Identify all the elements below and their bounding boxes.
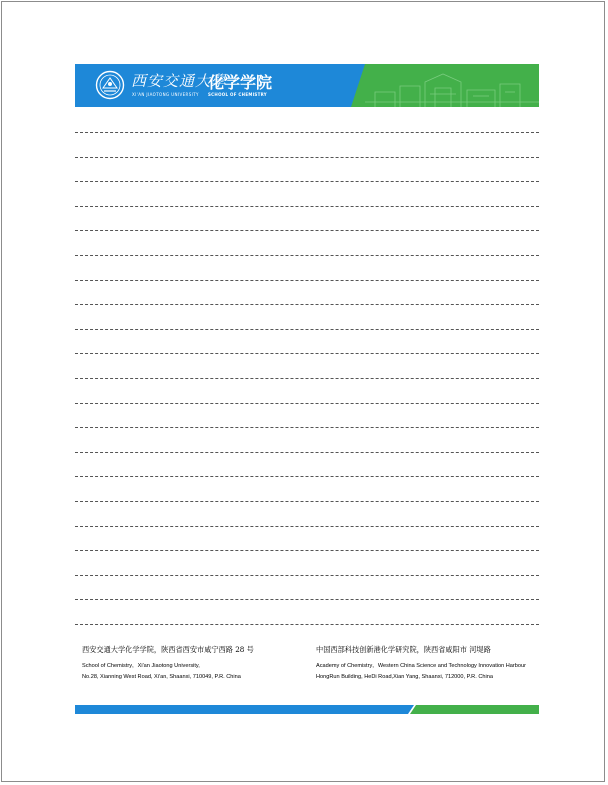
ruled-line xyxy=(75,230,539,231)
school-name-en: SCHOOL OF CHEMISTRY xyxy=(208,92,267,97)
ruled-line xyxy=(75,157,539,158)
university-calligraphy-logo: 西安交通大學 xyxy=(131,72,228,90)
university-emblem-icon xyxy=(95,70,125,100)
ruled-line xyxy=(75,378,539,379)
ruled-line xyxy=(75,280,539,281)
ruled-line xyxy=(75,255,539,256)
address-block-innovation-harbour xyxy=(316,645,546,683)
ruled-line xyxy=(75,501,539,502)
address-cn-left: 西安交通大学化学学院，陕西省西安市咸宁西路 28 号 xyxy=(82,645,254,654)
ruled-line xyxy=(75,452,539,453)
university-name-en: XI'AN JIAOTONG UNIVERSITY xyxy=(132,92,199,97)
ruled-line xyxy=(75,206,539,207)
address-en-right-line1: Academy of Chemistry，Western China Science and Technology Innovation Harbour xyxy=(316,663,526,669)
ruled-line xyxy=(75,329,539,330)
header-banner xyxy=(75,64,539,107)
letterhead-page xyxy=(1,1,605,782)
ruled-line xyxy=(75,526,539,527)
address-block-xjtu xyxy=(82,645,307,683)
ruled-line xyxy=(75,575,539,576)
footer-addresses xyxy=(82,645,542,690)
ruled-line xyxy=(75,624,539,625)
address-cn-right: 中国西部科技创新港化学研究院，陕西省咸阳市 河堤路 xyxy=(316,645,491,654)
ruled-line xyxy=(75,427,539,428)
school-name-cn: 化学学院 xyxy=(208,73,273,92)
address-en-left-line2: No.28, Xianning West Road, Xi'an, Shaanxi, 710049, P.R. China xyxy=(82,674,241,680)
footer-color-bar xyxy=(75,699,539,708)
ruled-line xyxy=(75,550,539,551)
ruled-line xyxy=(75,304,539,305)
ruled-line xyxy=(75,132,539,133)
address-en-left-line1: School of Chemistry，Xi'an Jiaotong University, xyxy=(82,663,200,669)
ruled-line xyxy=(75,353,539,354)
ruled-line xyxy=(75,403,539,404)
ruled-line xyxy=(75,599,539,600)
ruled-line xyxy=(75,181,539,182)
address-en-right-line2: HongRun Building, HeDi Road,Xian Yang, Shaanxi, 712000, P.R. China xyxy=(316,674,493,680)
ruled-line xyxy=(75,476,539,477)
